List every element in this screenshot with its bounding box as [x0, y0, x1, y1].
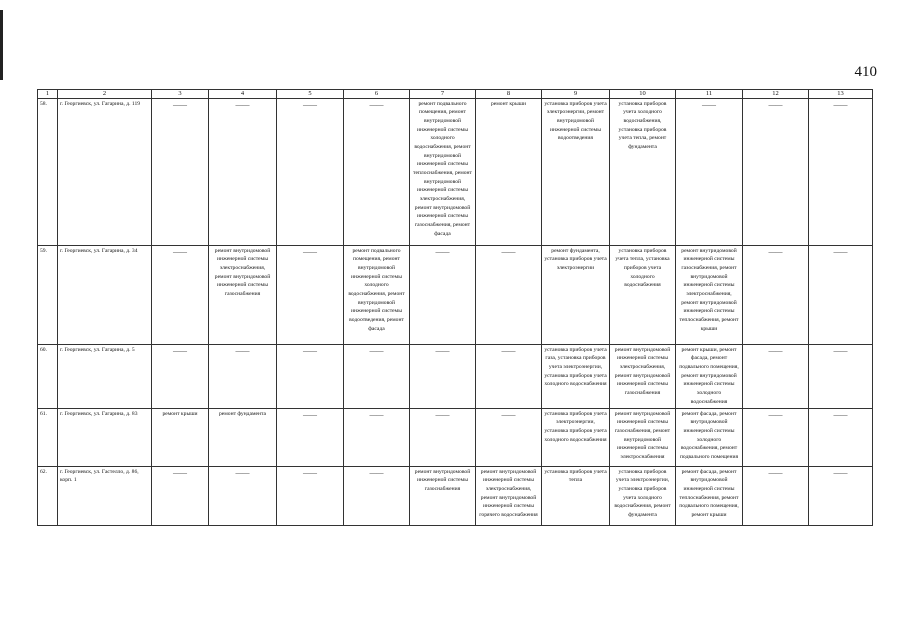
empty-dash: —— — [369, 468, 384, 477]
empty-dash: —— — [303, 468, 317, 477]
column-header: 8 — [476, 90, 542, 99]
empty-dash: —— — [303, 247, 317, 256]
empty-dash: —— — [702, 100, 716, 109]
work-cell: ремонт крыши — [476, 98, 542, 245]
work-cell — [209, 98, 277, 245]
work-cell — [809, 98, 873, 245]
address-cell: г. Георгиевск, ул. Гастелло, д. 86, корп. 1 — [58, 466, 152, 525]
empty-dash: —— — [369, 410, 384, 419]
empty-dash: —— — [435, 247, 450, 256]
column-header: 3 — [152, 90, 209, 99]
empty-dash: —— — [173, 247, 187, 256]
work-cell: ремонт внутридомовой инженерной системы электроснабжения, ремонт внутридомовой инженерной системы газоснабжения — [610, 344, 676, 408]
empty-dash: —— — [833, 100, 848, 109]
work-cell — [476, 344, 542, 408]
work-cell: установка приборов учета электроэнергии, установка приборов учета холодного водоснабжения, ремонт фундамента — [610, 466, 676, 525]
column-header: 1 — [38, 90, 58, 99]
work-cell: ремонт фундамента — [209, 408, 277, 466]
empty-dash: —— — [435, 410, 450, 419]
empty-dash: —— — [235, 346, 250, 355]
repair-schedule-table — [37, 89, 873, 526]
row-number: 59. — [38, 245, 58, 344]
work-cell — [152, 245, 209, 344]
work-cell: установка приборов учета тепла — [542, 466, 610, 525]
work-cell: ремонт фасада, ремонт внутридомовой инженерной системы холодного водоснабжения, ремонт подвального помещения — [676, 408, 743, 466]
page-number: 410 — [854, 64, 877, 80]
work-cell — [743, 466, 809, 525]
empty-dash: —— — [833, 346, 848, 355]
work-cell — [152, 98, 209, 245]
work-cell — [277, 98, 344, 245]
address-cell: г. Георгиевск, ул. Гагарина, д. 83 — [58, 408, 152, 466]
column-header: 10 — [610, 90, 676, 99]
work-cell — [743, 98, 809, 245]
empty-dash: —— — [768, 100, 783, 109]
row-number: 60. — [38, 344, 58, 408]
row-number: 58. — [38, 98, 58, 245]
column-header: 7 — [410, 90, 476, 99]
work-cell — [152, 466, 209, 525]
empty-dash: —— — [768, 410, 783, 419]
work-cell — [410, 344, 476, 408]
table-row — [38, 245, 873, 344]
work-cell — [743, 344, 809, 408]
work-cell: ремонт крыши — [152, 408, 209, 466]
work-cell: установка приборов учета холодного водоснабжения, установка приборов учета тепла, ремонт фундамента — [610, 98, 676, 245]
empty-dash: —— — [768, 247, 783, 256]
work-cell: ремонт крыши, ремонт фасада, ремонт подвального помещения, ремонт внутридомовой инженерной системы холодного водоснабжения — [676, 344, 743, 408]
empty-dash: —— — [768, 468, 783, 477]
empty-dash: —— — [833, 468, 848, 477]
work-cell — [344, 344, 410, 408]
column-header: 4 — [209, 90, 277, 99]
column-header: 13 — [809, 90, 873, 99]
table-row — [38, 408, 873, 466]
table-row — [38, 344, 873, 408]
work-cell — [809, 466, 873, 525]
empty-dash: —— — [173, 346, 187, 355]
column-header: 9 — [542, 90, 610, 99]
work-cell: ремонт подвального помещения, ремонт внутридомовой инженерной системы холодного водоснабжения, ремонт внутридомовой инженерной системы теплоснабжения, ремонт внутридомовой инженерной системы электроснабжения, ремонт внутридомовой инженерной системы газоснабжения, ремонт фасада — [410, 98, 476, 245]
work-cell — [344, 98, 410, 245]
empty-dash: —— — [303, 410, 317, 419]
address-cell: г. Георгиевск, ул. Гагарина, д. 34 — [58, 245, 152, 344]
work-cell: ремонт внутридомовой инженерной системы газоснабжения, ремонт внутридомовой инженерной системы электроснабжения, ремонт внутридомовой инженерной системы теплоснабжения, ремонт крыши — [676, 245, 743, 344]
work-cell: ремонт подвального помещения, ремонт внутридомовой инженерной системы холодного водоснабжения, ремонт внутридомовой инженерной системы водоотведения, ремонт фасада — [344, 245, 410, 344]
work-cell — [344, 408, 410, 466]
row-number: 62. — [38, 466, 58, 525]
empty-dash: —— — [369, 100, 384, 109]
empty-dash: —— — [173, 468, 187, 477]
work-cell — [676, 98, 743, 245]
column-header: 6 — [344, 90, 410, 99]
empty-dash: —— — [833, 410, 848, 419]
column-number-header — [38, 90, 873, 99]
work-cell — [277, 245, 344, 344]
column-header: 11 — [676, 90, 743, 99]
work-cell — [809, 344, 873, 408]
work-cell: ремонт внутридомовой инженерной системы электроснабжения, ремонт внутридомовой инженерной системы горячего водоснабжения — [476, 466, 542, 525]
work-cell — [476, 408, 542, 466]
work-cell: ремонт внутридомовой инженерной системы газоснабжения, ремонт внутридомовой инженерной системы электроснабжения — [610, 408, 676, 466]
work-cell: установка приборов учета тепла, установка приборов учета холодного водоснабжения — [610, 245, 676, 344]
empty-dash: —— — [768, 346, 783, 355]
work-cell — [476, 245, 542, 344]
column-header: 5 — [277, 90, 344, 99]
address-cell: г. Георгиевск, ул. Гагарина, д. 119 — [58, 98, 152, 245]
empty-dash: —— — [235, 468, 250, 477]
empty-dash: —— — [235, 100, 250, 109]
empty-dash: —— — [173, 100, 187, 109]
row-number: 61. — [38, 408, 58, 466]
work-cell — [809, 245, 873, 344]
table-row — [38, 98, 873, 245]
work-cell — [209, 344, 277, 408]
empty-dash: —— — [833, 247, 848, 256]
work-cell: установка приборов учета электроэнергии, установка приборов учета холодного водоснабжения — [542, 408, 610, 466]
empty-dash: —— — [501, 410, 516, 419]
work-cell: установка приборов учета электроэнергии, ремонт внутридомовой инженерной системы водоотведения — [542, 98, 610, 245]
scan-margin-rule — [0, 10, 3, 80]
column-header: 2 — [58, 90, 152, 99]
work-cell: ремонт внутридомовой инженерной системы электроснабжения, ремонт внутридомовой инженерной системы газоснабжения — [209, 245, 277, 344]
work-cell — [277, 466, 344, 525]
work-cell — [743, 408, 809, 466]
work-cell — [809, 408, 873, 466]
work-cell — [209, 466, 277, 525]
empty-dash: —— — [435, 346, 450, 355]
work-cell — [277, 408, 344, 466]
work-cell — [410, 408, 476, 466]
work-cell: ремонт внутридомовой инженерной системы газоснабжения — [410, 466, 476, 525]
work-cell — [277, 344, 344, 408]
work-cell — [152, 344, 209, 408]
empty-dash: —— — [369, 346, 384, 355]
address-cell: г. Георгиевск, ул. Гагарина, д. 5 — [58, 344, 152, 408]
work-cell — [344, 466, 410, 525]
empty-dash: —— — [303, 346, 317, 355]
work-cell — [743, 245, 809, 344]
work-cell — [410, 245, 476, 344]
work-cell: ремонт фасада, ремонт внутридомовой инженерной системы теплоснабжения, ремонт подвального помещения, ремонт крыши — [676, 466, 743, 525]
empty-dash: —— — [501, 346, 516, 355]
column-header: 12 — [743, 90, 809, 99]
work-cell: установка приборов учета газа, установка приборов учета электроэнергии, установка приборов учета холодного водоснабжения — [542, 344, 610, 408]
table-row — [38, 466, 873, 525]
work-cell: ремонт фундамента, установка приборов учета электроэнергии — [542, 245, 610, 344]
empty-dash: —— — [501, 247, 516, 256]
empty-dash: —— — [303, 100, 317, 109]
